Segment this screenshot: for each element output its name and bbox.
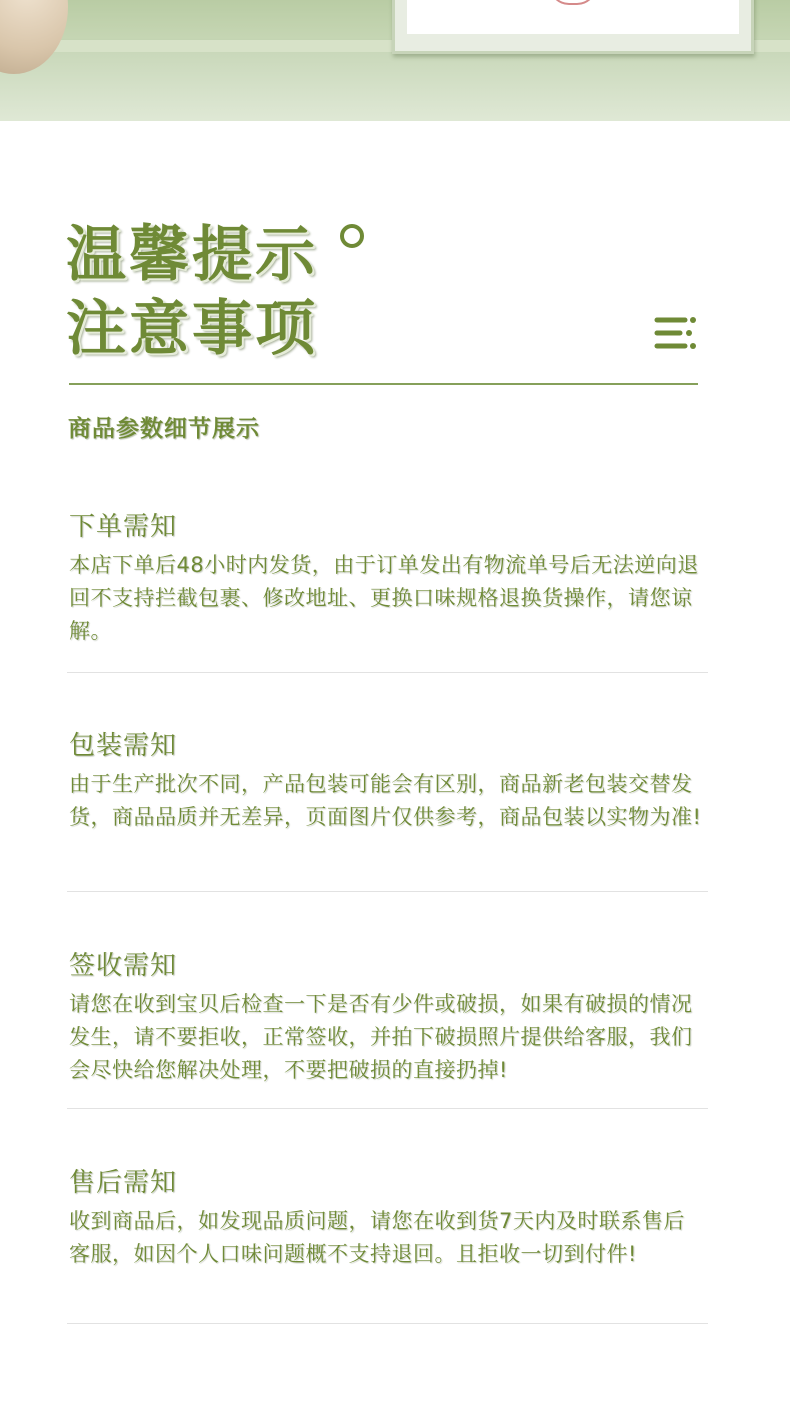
picture-frame bbox=[392, 0, 754, 54]
notice-section-receipt bbox=[69, 948, 709, 1087]
banner-photo bbox=[0, 0, 790, 121]
section-title: 签收需知 bbox=[69, 951, 178, 981]
section-body: 本店下单后48小时内发货，由于订单发出有物流单号后无法逆向退回不支持拦截包裹、修改地址、更换口味规格退换货操作，请您谅解。 bbox=[69, 553, 699, 643]
section-body: 请您在收到宝贝后检查一下是否有少件或破损，如果有破损的情况发生，请不要拒收，正常签收，并拍下破损照片提供给客服，我们会尽快给您解决处理，不要把破损的直接扔掉! bbox=[69, 992, 693, 1082]
heading-subtitle: 商品参数细节展示 bbox=[68, 416, 260, 442]
menu-lines-icon bbox=[652, 315, 700, 351]
section-title: 下单需知 bbox=[69, 512, 178, 542]
notice-section-order bbox=[69, 509, 709, 648]
section-title: 售后需知 bbox=[69, 1168, 178, 1198]
section-divider bbox=[67, 1323, 708, 1324]
section-divider bbox=[67, 1108, 708, 1109]
section-divider bbox=[67, 891, 708, 892]
notice-section-aftersales bbox=[69, 1165, 709, 1271]
section-body: 由于生产批次不同，产品包装可能会有区别，商品新老包装交替发货，商品品质并无差异，页面图片仅供参考，商品包装以实物为准! bbox=[69, 772, 702, 829]
banner-tabletop bbox=[0, 52, 790, 121]
section-body: 收到商品后，如发现品质问题，请您在收到货7天内及时联系售后客服，如因个人口味问题概不支持退回。且拒收一切到付件! bbox=[69, 1209, 685, 1266]
heading-line2: 注意事项 bbox=[66, 294, 318, 364]
heading-line1: 温馨提示 bbox=[66, 220, 318, 290]
notice-section-packaging bbox=[69, 728, 709, 834]
degree-circle-icon bbox=[340, 224, 364, 248]
section-divider bbox=[67, 672, 708, 673]
heading-divider bbox=[69, 383, 698, 385]
section-title: 包装需知 bbox=[69, 731, 178, 761]
